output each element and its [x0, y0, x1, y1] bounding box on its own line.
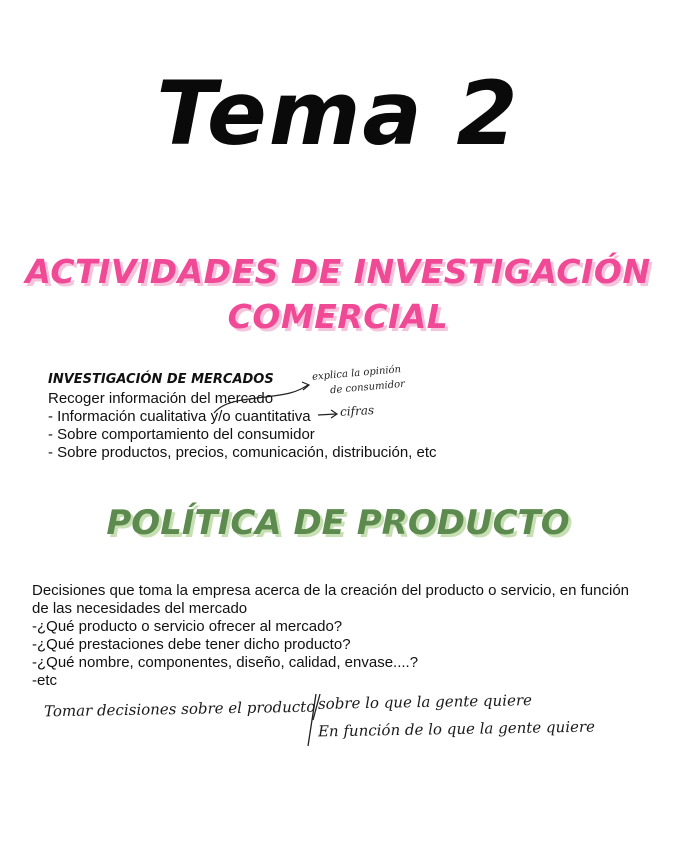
handwritten-note-decisiones: Tomar decisiones sobre el producto — [43, 697, 316, 721]
handwritten-note-gente-quiere: sobre lo que la gente quiere — [317, 691, 533, 713]
arrow-opinion — [214, 385, 308, 413]
handwritten-note-opinion-1: explica la opinión — [311, 364, 402, 383]
text-line: - Información cualitativa y/o cuantitativa — [48, 408, 311, 425]
text-line: -¿Qué producto o servicio ofrecer al mercado? — [32, 618, 343, 635]
text-line: -¿Qué prestaciones debe tener dicho producto? — [32, 636, 351, 653]
handwritten-note-opinion-2: de consumidor — [329, 378, 406, 397]
section-heading-investigacion-line1: ACTIVIDADES DE INVESTIGACIÓN — [25, 252, 651, 291]
text-line: - Sobre comportamiento del consumidor — [48, 426, 315, 443]
page-title: Tema 2 — [156, 62, 520, 165]
text-line: -¿Qué nombre, componentes, diseño, calidad, envase....? — [32, 654, 419, 671]
text-line: Recoger información del mercado — [48, 390, 274, 407]
text-line: -etc — [32, 672, 58, 689]
subheading-investigacion-mercados: INVESTIGACIÓN DE MERCADOS — [48, 372, 274, 387]
section-heading-politica-producto: POLÍTICA DE PRODUCTO — [106, 503, 570, 543]
text-line: de las necesidades del mercado — [32, 600, 248, 617]
section-heading-investigacion-line2: COMERCIAL — [227, 297, 449, 336]
handwritten-note-cifras: cifras — [339, 403, 375, 419]
handwritten-note-en-funcion: En función de lo que la gente quiere — [317, 717, 596, 741]
arrow-cifras — [318, 414, 336, 415]
text-line: - Sobre productos, precios, comunicación, distribución, etc — [48, 444, 437, 461]
text-line: Decisiones que toma la empresa acerca de la creación del producto o servicio, en función — [32, 582, 629, 599]
